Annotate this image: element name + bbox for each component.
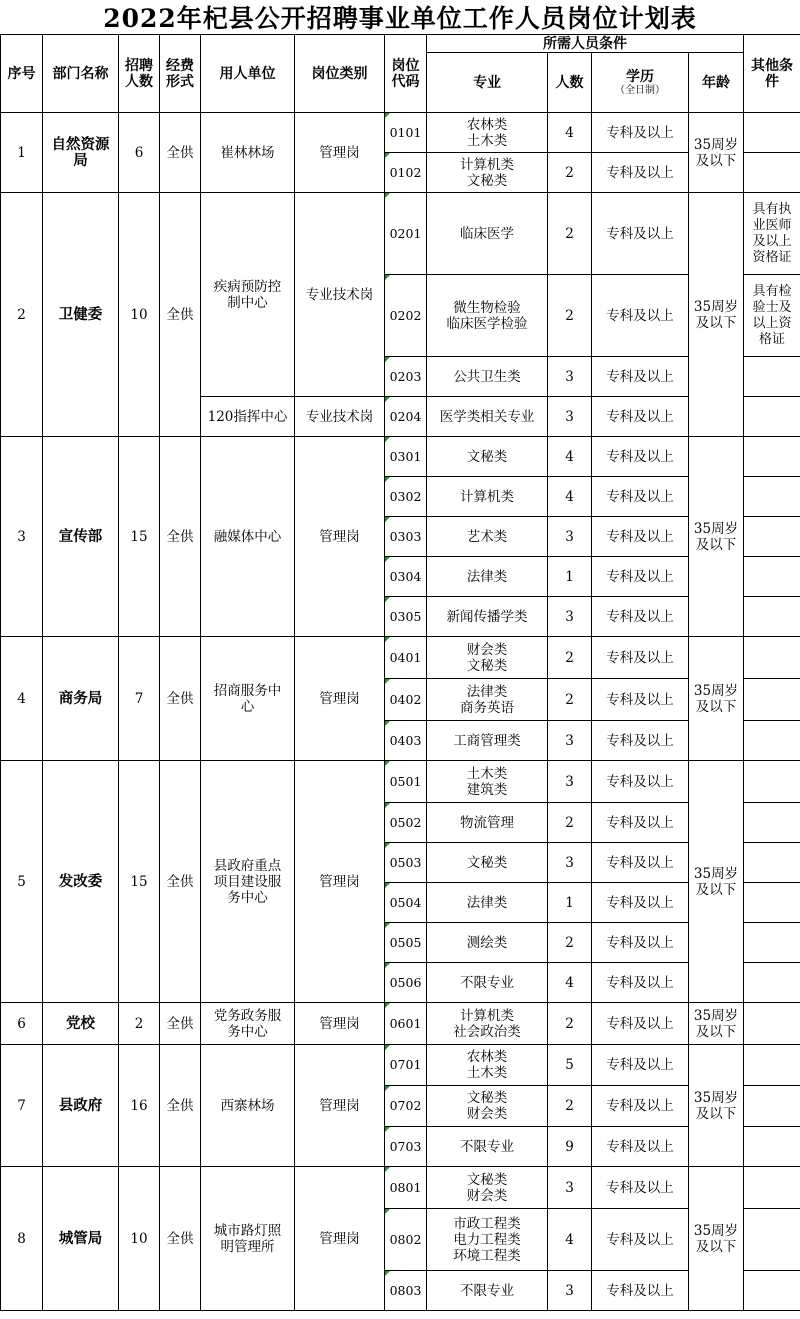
dept-name: 商务局 bbox=[43, 637, 119, 761]
dept-count: 16 bbox=[119, 1045, 160, 1167]
post-other bbox=[744, 357, 800, 397]
table-row bbox=[1, 761, 800, 803]
post-num: 4 bbox=[548, 437, 592, 477]
dept-seq: 4 bbox=[1, 637, 43, 761]
post-num: 4 bbox=[548, 963, 592, 1003]
dept-funding: 全供 bbox=[160, 1045, 201, 1167]
dept-count: 10 bbox=[119, 193, 160, 437]
post-edu: 专科及以上 bbox=[592, 477, 689, 517]
post-num: 2 bbox=[548, 1086, 592, 1127]
employer: 党务政务服 务中心 bbox=[201, 1003, 295, 1045]
post-num: 2 bbox=[548, 679, 592, 721]
post-major: 计算机类 bbox=[427, 477, 548, 517]
dept-funding: 全供 bbox=[160, 193, 201, 437]
post-other bbox=[744, 923, 800, 963]
post-major: 物流管理 bbox=[427, 803, 548, 843]
post-code: 0101 bbox=[385, 113, 427, 153]
dept-age: 35周岁 及以下 bbox=[689, 761, 744, 1003]
post-major: 法律类 商务英语 bbox=[427, 679, 548, 721]
header-post-type: 岗位类别 bbox=[295, 35, 385, 113]
post-code: 0601 bbox=[385, 1003, 427, 1045]
header-dept: 部门名称 bbox=[43, 35, 119, 113]
post-other bbox=[744, 963, 800, 1003]
post-num: 2 bbox=[548, 193, 592, 275]
dept-age: 35周岁 及以下 bbox=[689, 437, 744, 637]
dept-seq: 2 bbox=[1, 193, 43, 437]
table-row bbox=[1, 1003, 800, 1045]
post-type: 管理岗 bbox=[295, 437, 385, 637]
post-code: 0803 bbox=[385, 1271, 427, 1311]
post-edu: 专科及以上 bbox=[592, 193, 689, 275]
post-major: 艺术类 bbox=[427, 517, 548, 557]
post-code: 0204 bbox=[385, 397, 427, 437]
post-code: 0301 bbox=[385, 437, 427, 477]
dept-funding: 全供 bbox=[160, 761, 201, 1003]
post-num: 4 bbox=[548, 477, 592, 517]
post-num: 3 bbox=[548, 761, 592, 803]
post-major: 财会类 文秘类 bbox=[427, 637, 548, 679]
dept-funding: 全供 bbox=[160, 637, 201, 761]
post-edu: 专科及以上 bbox=[592, 437, 689, 477]
dept-count: 7 bbox=[119, 637, 160, 761]
header-seq: 序号 bbox=[1, 35, 43, 113]
post-num: 2 bbox=[548, 275, 592, 357]
post-other: 具有检 验士及 以上资 格证 bbox=[744, 275, 800, 357]
post-major: 不限专业 bbox=[427, 963, 548, 1003]
post-major: 测绘类 bbox=[427, 923, 548, 963]
post-major: 市政工程类 电力工程类 环境工程类 bbox=[427, 1209, 548, 1271]
post-code: 0201 bbox=[385, 193, 427, 275]
post-type: 管理岗 bbox=[295, 1167, 385, 1311]
employer: 县政府重点 项目建设服 务中心 bbox=[201, 761, 295, 1003]
post-num: 9 bbox=[548, 1127, 592, 1167]
post-other bbox=[744, 1271, 800, 1311]
dept-age: 35周岁 及以下 bbox=[689, 113, 744, 193]
header-num: 人数 bbox=[548, 53, 592, 113]
table-row bbox=[1, 113, 800, 153]
post-code: 0102 bbox=[385, 153, 427, 193]
post-major: 法律类 bbox=[427, 883, 548, 923]
header-major: 专业 bbox=[427, 53, 548, 113]
post-major: 不限专业 bbox=[427, 1127, 548, 1167]
dept-age: 35周岁 及以下 bbox=[689, 1167, 744, 1311]
post-edu: 专科及以上 bbox=[592, 1271, 689, 1311]
dept-funding: 全供 bbox=[160, 437, 201, 637]
dept-name: 县政府 bbox=[43, 1045, 119, 1167]
post-other bbox=[744, 557, 800, 597]
post-other bbox=[744, 721, 800, 761]
header-edu-sub: （全日制） bbox=[615, 84, 665, 96]
post-other bbox=[744, 153, 800, 193]
post-major: 医学类相关专业 bbox=[427, 397, 548, 437]
header-employer: 用人单位 bbox=[201, 35, 295, 113]
post-num: 3 bbox=[548, 597, 592, 637]
post-code: 0702 bbox=[385, 1086, 427, 1127]
dept-seq: 3 bbox=[1, 437, 43, 637]
header-count: 招聘 人数 bbox=[119, 35, 160, 113]
post-code: 0304 bbox=[385, 557, 427, 597]
post-num: 4 bbox=[548, 1209, 592, 1271]
post-major: 计算机类 社会政治类 bbox=[427, 1003, 548, 1045]
post-major: 微生物检验 临床医学检验 bbox=[427, 275, 548, 357]
post-major: 工商管理类 bbox=[427, 721, 548, 761]
post-other bbox=[744, 1167, 800, 1209]
table-row bbox=[1, 1045, 800, 1086]
post-other bbox=[744, 437, 800, 477]
post-num: 3 bbox=[548, 357, 592, 397]
post-code: 0502 bbox=[385, 803, 427, 843]
post-type: 管理岗 bbox=[295, 1003, 385, 1045]
post-code: 0401 bbox=[385, 637, 427, 679]
dept-name: 宣传部 bbox=[43, 437, 119, 637]
post-num: 1 bbox=[548, 883, 592, 923]
post-other bbox=[744, 637, 800, 679]
recruitment-table bbox=[0, 34, 800, 1311]
dept-seq: 8 bbox=[1, 1167, 43, 1311]
dept-seq: 6 bbox=[1, 1003, 43, 1045]
post-major: 计算机类 文秘类 bbox=[427, 153, 548, 193]
header-other: 其他条 件 bbox=[744, 35, 800, 113]
dept-count: 15 bbox=[119, 761, 160, 1003]
post-major: 文秘类 bbox=[427, 437, 548, 477]
post-num: 3 bbox=[548, 517, 592, 557]
header-conditions: 所需人员条件 bbox=[427, 35, 744, 53]
post-edu: 专科及以上 bbox=[592, 637, 689, 679]
dept-funding: 全供 bbox=[160, 1167, 201, 1311]
post-other bbox=[744, 597, 800, 637]
dept-age: 35周岁 及以下 bbox=[689, 1003, 744, 1045]
dept-seq: 7 bbox=[1, 1045, 43, 1167]
table-row bbox=[1, 193, 800, 275]
header-post-code: 岗位 代码 bbox=[385, 35, 427, 113]
post-code: 0501 bbox=[385, 761, 427, 803]
post-major: 文秘类 bbox=[427, 843, 548, 883]
post-other bbox=[744, 397, 800, 437]
post-edu: 专科及以上 bbox=[592, 597, 689, 637]
post-num: 1 bbox=[548, 557, 592, 597]
post-edu: 专科及以上 bbox=[592, 1209, 689, 1271]
dept-funding: 全供 bbox=[160, 1003, 201, 1045]
post-other bbox=[744, 843, 800, 883]
post-other bbox=[744, 1086, 800, 1127]
post-edu: 专科及以上 bbox=[592, 721, 689, 761]
post-type: 管理岗 bbox=[295, 113, 385, 193]
dept-funding: 全供 bbox=[160, 113, 201, 193]
post-edu: 专科及以上 bbox=[592, 843, 689, 883]
post-edu: 专科及以上 bbox=[592, 1167, 689, 1209]
post-num: 3 bbox=[548, 721, 592, 761]
post-code: 0202 bbox=[385, 275, 427, 357]
employer: 融媒体中心 bbox=[201, 437, 295, 637]
employer: 120指挥中心 bbox=[201, 397, 295, 437]
post-other bbox=[744, 1127, 800, 1167]
post-num: 5 bbox=[548, 1045, 592, 1086]
dept-seq: 5 bbox=[1, 761, 43, 1003]
post-edu: 专科及以上 bbox=[592, 883, 689, 923]
post-code: 0506 bbox=[385, 963, 427, 1003]
post-edu: 专科及以上 bbox=[592, 963, 689, 1003]
post-type: 专业技术岗 bbox=[295, 397, 385, 437]
post-type: 管理岗 bbox=[295, 761, 385, 1003]
post-code: 0802 bbox=[385, 1209, 427, 1271]
dept-seq: 1 bbox=[1, 113, 43, 193]
post-code: 0505 bbox=[385, 923, 427, 963]
header-funding: 经费 形式 bbox=[160, 35, 201, 113]
dept-count: 15 bbox=[119, 437, 160, 637]
post-edu: 专科及以上 bbox=[592, 397, 689, 437]
employer: 招商服务中 心 bbox=[201, 637, 295, 761]
post-edu: 专科及以上 bbox=[592, 679, 689, 721]
dept-count: 10 bbox=[119, 1167, 160, 1311]
employer: 西寨林场 bbox=[201, 1045, 295, 1167]
post-major: 土木类 建筑类 bbox=[427, 761, 548, 803]
table-row bbox=[1, 637, 800, 679]
post-code: 0303 bbox=[385, 517, 427, 557]
post-num: 3 bbox=[548, 397, 592, 437]
post-num: 3 bbox=[548, 1271, 592, 1311]
post-num: 2 bbox=[548, 923, 592, 963]
post-major: 农林类 土木类 bbox=[427, 113, 548, 153]
post-other bbox=[744, 113, 800, 153]
header-edu: 学历 （全日制） bbox=[592, 53, 689, 113]
post-other bbox=[744, 1045, 800, 1086]
post-major: 农林类 土木类 bbox=[427, 1045, 548, 1086]
post-code: 0504 bbox=[385, 883, 427, 923]
post-other bbox=[744, 679, 800, 721]
post-edu: 专科及以上 bbox=[592, 1086, 689, 1127]
dept-name: 卫健委 bbox=[43, 193, 119, 437]
post-edu: 专科及以上 bbox=[592, 923, 689, 963]
post-num: 2 bbox=[548, 803, 592, 843]
dept-count: 6 bbox=[119, 113, 160, 193]
post-code: 0302 bbox=[385, 477, 427, 517]
post-major: 文秘类 财会类 bbox=[427, 1086, 548, 1127]
post-type: 管理岗 bbox=[295, 1045, 385, 1167]
post-edu: 专科及以上 bbox=[592, 557, 689, 597]
post-edu: 专科及以上 bbox=[592, 357, 689, 397]
table-row bbox=[1, 1167, 800, 1209]
post-num: 2 bbox=[548, 637, 592, 679]
header-age: 年龄 bbox=[689, 53, 744, 113]
post-edu: 专科及以上 bbox=[592, 761, 689, 803]
post-edu: 专科及以上 bbox=[592, 275, 689, 357]
post-other bbox=[744, 1003, 800, 1045]
post-code: 0402 bbox=[385, 679, 427, 721]
post-edu: 专科及以上 bbox=[592, 1045, 689, 1086]
dept-name: 发改委 bbox=[43, 761, 119, 1003]
post-edu: 专科及以上 bbox=[592, 1127, 689, 1167]
post-major: 不限专业 bbox=[427, 1271, 548, 1311]
post-major: 文秘类 财会类 bbox=[427, 1167, 548, 1209]
dept-age: 35周岁 及以下 bbox=[689, 1045, 744, 1167]
post-major: 法律类 bbox=[427, 557, 548, 597]
post-num: 2 bbox=[548, 153, 592, 193]
post-other: 具有执 业医师 及以上 资格证 bbox=[744, 193, 800, 275]
dept-name: 城管局 bbox=[43, 1167, 119, 1311]
post-other bbox=[744, 477, 800, 517]
post-num: 3 bbox=[548, 1167, 592, 1209]
post-major: 新闻传播学类 bbox=[427, 597, 548, 637]
post-major: 公共卫生类 bbox=[427, 357, 548, 397]
post-code: 0701 bbox=[385, 1045, 427, 1086]
post-code: 0801 bbox=[385, 1167, 427, 1209]
post-code: 0305 bbox=[385, 597, 427, 637]
post-type: 专业技术岗 bbox=[295, 193, 385, 397]
post-other bbox=[744, 803, 800, 843]
post-edu: 专科及以上 bbox=[592, 803, 689, 843]
post-code: 0403 bbox=[385, 721, 427, 761]
dept-age: 35周岁 及以下 bbox=[689, 193, 744, 437]
post-num: 2 bbox=[548, 1003, 592, 1045]
post-code: 0203 bbox=[385, 357, 427, 397]
page-title: 2022年杞县公开招聘事业单位工作人员岗位计划表 bbox=[103, 4, 697, 33]
post-type: 管理岗 bbox=[295, 637, 385, 761]
post-major: 临床医学 bbox=[427, 193, 548, 275]
dept-name: 党校 bbox=[43, 1003, 119, 1045]
employer: 城市路灯照 明管理所 bbox=[201, 1167, 295, 1311]
post-other bbox=[744, 517, 800, 557]
post-edu: 专科及以上 bbox=[592, 113, 689, 153]
post-num: 4 bbox=[548, 113, 592, 153]
dept-name: 自然资源 局 bbox=[43, 113, 119, 193]
dept-count: 2 bbox=[119, 1003, 160, 1045]
dept-age: 35周岁 及以下 bbox=[689, 637, 744, 761]
post-edu: 专科及以上 bbox=[592, 517, 689, 557]
post-other bbox=[744, 883, 800, 923]
post-edu: 专科及以上 bbox=[592, 1003, 689, 1045]
post-other bbox=[744, 1209, 800, 1271]
post-other bbox=[744, 761, 800, 803]
post-code: 0703 bbox=[385, 1127, 427, 1167]
post-edu: 专科及以上 bbox=[592, 153, 689, 193]
employer: 崔林林场 bbox=[201, 113, 295, 193]
post-code: 0503 bbox=[385, 843, 427, 883]
employer: 疾病预防控 制中心 bbox=[201, 193, 295, 397]
table-row bbox=[1, 437, 800, 477]
post-num: 3 bbox=[548, 843, 592, 883]
